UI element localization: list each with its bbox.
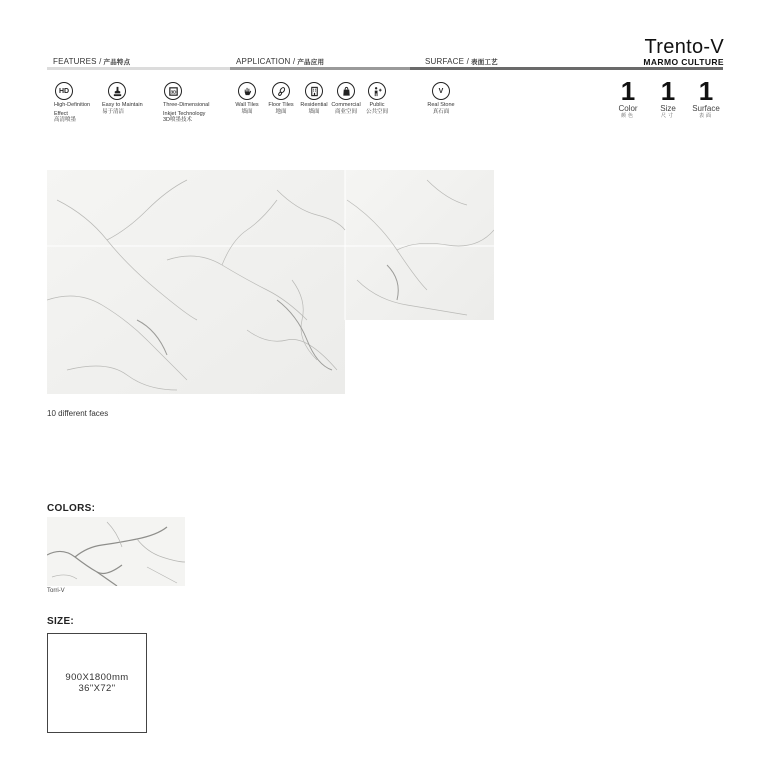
svg-text:3D: 3D <box>170 89 176 95</box>
size-imperial: 36"X72" <box>78 683 116 694</box>
product-title: Trento-V <box>644 36 724 58</box>
wall-tile-icon <box>238 82 256 100</box>
brand-subtitle: MARMO CULTURE <box>643 57 724 67</box>
floor-tile-icon <box>272 82 290 100</box>
size-metric: 900X1800mm <box>65 672 129 683</box>
inkjet-3d-icon <box>164 82 182 100</box>
colors-heading: COLORS: <box>47 503 96 514</box>
app-commercial: Commercial 商业空间 <box>321 82 371 115</box>
surface-real-stone: V Real Stone 真石面 <box>416 82 466 115</box>
app-public: Public 公共空间 <box>352 82 402 115</box>
feature-3d-inkjet: 3D Three-Dimensional Inkjet Technology 3D喷墨技术 <box>163 82 223 124</box>
color-swatch-image <box>47 517 185 586</box>
hd-icon: HD <box>55 82 73 100</box>
cleaning-icon <box>108 82 126 100</box>
feature-hd: HD High-Definition Effect 高清喷墨 <box>54 82 104 124</box>
features-heading: FEATURES / 产品特点 <box>53 57 131 66</box>
size-heading: SIZE: <box>47 616 75 627</box>
color-swatch[interactable] <box>47 517 185 586</box>
application-bar <box>230 67 410 70</box>
size-box <box>47 633 147 733</box>
swatch-name: Torri-V <box>47 588 65 594</box>
stat-surface: 1 Surface 表面 <box>692 76 720 119</box>
surface-bar <box>410 67 723 70</box>
marble-gallery <box>47 170 494 394</box>
stat-size: 1 Size 尺寸 <box>660 76 676 119</box>
gallery-caption: 10 different faces <box>47 409 109 418</box>
app-floor-tiles: Floor Tiles 地面 <box>256 82 306 115</box>
real-stone-icon: V <box>432 82 450 100</box>
public-icon <box>368 82 386 100</box>
marble-gallery-image <box>47 170 494 394</box>
app-wall-tiles: Wall Tiles 墙面 <box>222 82 272 115</box>
app-residential: Residential 墙面 <box>289 82 339 115</box>
application-heading: APPLICATION / 产品应用 <box>236 57 325 66</box>
surface-heading: SURFACE / 表面工艺 <box>425 57 498 66</box>
stat-color: 1 Color 颜色 <box>618 76 638 119</box>
features-bar <box>47 67 230 70</box>
feature-easy-maintain: Easy to Maintain 易于清洁 <box>102 82 152 115</box>
